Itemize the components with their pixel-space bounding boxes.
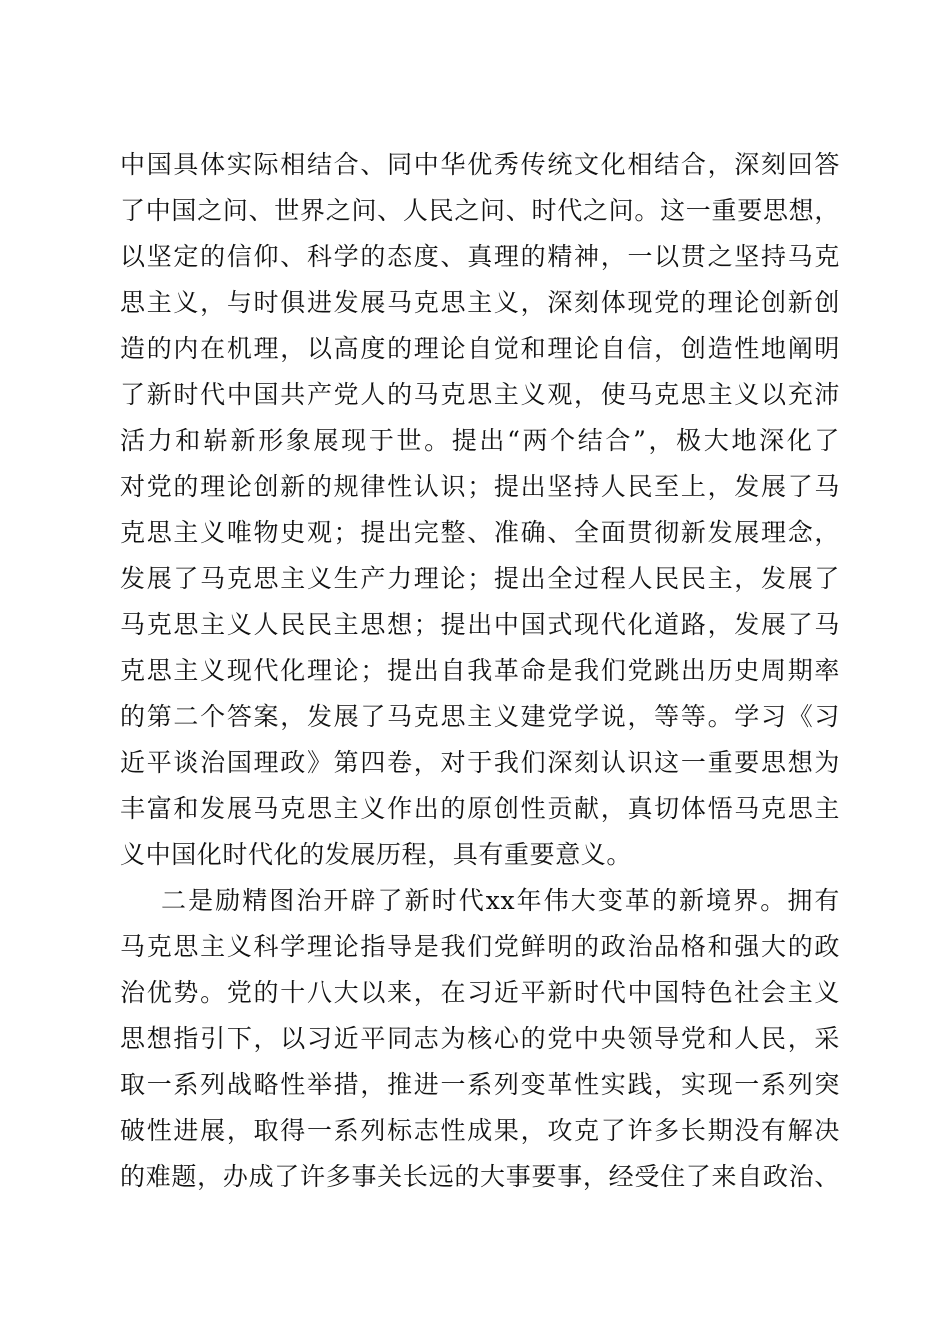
paragraph-2 [120, 878, 840, 1200]
paragraph-line: 克思主义现代化理论；提出自我革命是我们党跳出历史周期率 [120, 656, 840, 685]
paragraph-line: 的难题，办成了许多事关长远的大事要事，经受住了来自政治、 [120, 1162, 840, 1191]
paragraph-line: 近平谈治国理政》第四卷，对于我们深刻认识这一重要思想为 [120, 748, 840, 777]
paragraph-line: 以坚定的信仰、科学的态度、真理的精神，一以贯之坚持马克 [120, 242, 840, 271]
body-text [120, 142, 840, 1200]
paragraph-line: 对党的理论创新的规律性认识；提出坚持人民至上，发展了马 [120, 472, 840, 501]
paragraph-line: 思想指引下，以习近平同志为核心的党中央领导党和人民，采 [120, 1024, 840, 1053]
paragraph-line: 破性进展，取得一系列标志性成果，攻克了许多长期没有解决 [120, 1116, 840, 1145]
paragraph-line: 中国具体实际相结合、同中华优秀传统文化相结合，深刻回答 [120, 150, 840, 179]
paragraph-line: 发展了马克思主义生产力理论；提出全过程人民民主，发展了 [120, 564, 840, 593]
paragraph-line: 二是励精图治开辟了新时代xx年伟大变革的新境界。拥有 [161, 886, 840, 915]
paragraph-line: 活力和崭新形象展现于世。提出“两个结合”，极大地深化了 [120, 426, 840, 455]
paragraph-line: 了中国之问、世界之问、人民之问、时代之问。这一重要思想， [120, 196, 840, 225]
paragraph-line: 马克思主义人民民主思想；提出中国式现代化道路，发展了马 [120, 610, 840, 639]
paragraph-line: 克思主义唯物史观；提出完整、准确、全面贯彻新发展理念， [120, 518, 840, 547]
paragraph-line: 马克思主义科学理论指导是我们党鲜明的政治品格和强大的政 [120, 932, 840, 961]
paragraph-line: 义中国化时代化的发展历程，具有重要意义。 [120, 840, 633, 869]
paragraph-line: 丰富和发展马克思主义作出的原创性贡献，真切体悟马克思主 [120, 794, 840, 823]
paragraph-line: 取一系列战略性举措，推进一系列变革性实践，实现一系列突 [120, 1070, 840, 1099]
paragraph-line: 思主义，与时俱进发展马克思主义，深刻体现党的理论创新创 [120, 288, 840, 317]
paragraph-line: 的第二个答案，发展了马克思主义建党学说，等等。学习《习 [120, 702, 840, 731]
paragraph-1 [120, 142, 840, 878]
paragraph-line: 造的内在机理，以高度的理论自觉和理论自信，创造性地阐明 [120, 334, 840, 363]
paragraph-line: 治优势。党的十八大以来，在习近平新时代中国特色社会主义 [120, 978, 840, 1007]
paragraph-line: 了新时代中国共产党人的马克思主义观，使马克思主义以充沛 [120, 380, 840, 409]
